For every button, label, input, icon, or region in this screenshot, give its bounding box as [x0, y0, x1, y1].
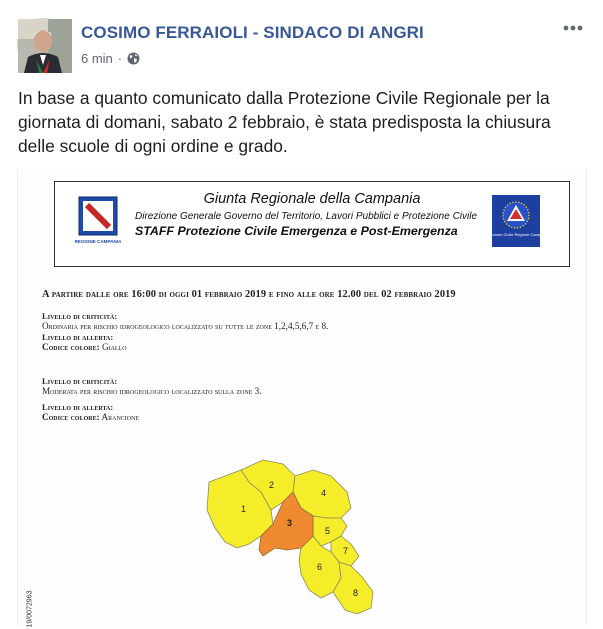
validity-text: A partire dalle ore 16:00 di oggi 01 febbraio 2019 e fino alle ore 12.00 del 02 febbraio 2019 — [42, 289, 456, 300]
svg-text:5: 5 — [325, 526, 331, 536]
block2-codice-label: Codice colore: — [42, 412, 100, 422]
post-image-attachment[interactable] — [17, 169, 587, 626]
block1-codice-value: Giallo — [101, 342, 127, 352]
post-text: In base a quanto comunicato dalla Protezione Civile Regionale per la giornata di domani, sabato 2 febbraio, è stata predisposta la chiusura delle scuole di ogni ordine e grado. — [18, 88, 551, 156]
post-meta — [81, 51, 140, 66]
meta-separator: · — [117, 51, 123, 66]
alert-block-2 — [42, 375, 262, 422]
block1-codice-label: Codice colore: — [42, 342, 100, 352]
post-time[interactable]: 6 min — [81, 51, 113, 66]
doc-title: Giunta Regionale della Campania — [203, 191, 421, 207]
svg-text:2: 2 — [269, 480, 275, 490]
protezione-civile-logo — [483, 194, 549, 248]
block2-criticita-value: Moderata per rischio idrogeologico localizzato sulla zone 3. — [42, 386, 262, 396]
right-logo-caption: Protezione Civile Regione Campania — [483, 232, 549, 237]
svg-text:7: 7 — [343, 546, 349, 556]
validity-line — [42, 289, 456, 300]
campania-zones-map — [201, 452, 401, 624]
svg-text:4: 4 — [321, 488, 327, 498]
svg-text:1: 1 — [241, 504, 247, 514]
doc-subtitle: Direzione Generale Governo del Territorio, Lavori Pubblici e Protezione Civile — [135, 211, 478, 222]
document-header — [54, 181, 570, 267]
svg-text:6: 6 — [317, 562, 323, 572]
author-avatar[interactable] — [17, 18, 71, 72]
author-name-link[interactable]: COSIMO FERRAIOLI - SINDACO DI ANGRI — [81, 23, 424, 42]
block1-criticita-label: Livello di criticità: — [42, 311, 118, 321]
block2-codice-line — [42, 412, 262, 422]
block1-criticita-value: Ordinaria per rischio idrogeologico localizzato su tutte le zone 1,2,4,5,6,7 e 8. — [42, 321, 329, 331]
block2-criticita-label: Livello di criticità: — [42, 376, 118, 386]
svg-text:8: 8 — [353, 588, 359, 598]
globe-icon[interactable] — [127, 52, 140, 65]
left-logo-caption: REGIONE CAMPANIA — [74, 239, 122, 244]
block2-allerta-label: Livello di allerta: — [42, 402, 114, 412]
block2-codice-value: Arancione — [101, 412, 140, 422]
block1-codice-line — [42, 342, 328, 352]
document-protocol-number: 19/0072963 — [26, 590, 34, 628]
block1-allerta-label: Livello di allerta: — [42, 332, 114, 342]
doc-staff-line: STAFF Protezione Civile Emergenza e Post-Emergenza — [135, 224, 458, 238]
svg-text:3: 3 — [287, 518, 293, 528]
post-header — [17, 18, 587, 78]
alert-block-1 — [42, 310, 328, 352]
more-options-icon[interactable] — [561, 20, 587, 42]
